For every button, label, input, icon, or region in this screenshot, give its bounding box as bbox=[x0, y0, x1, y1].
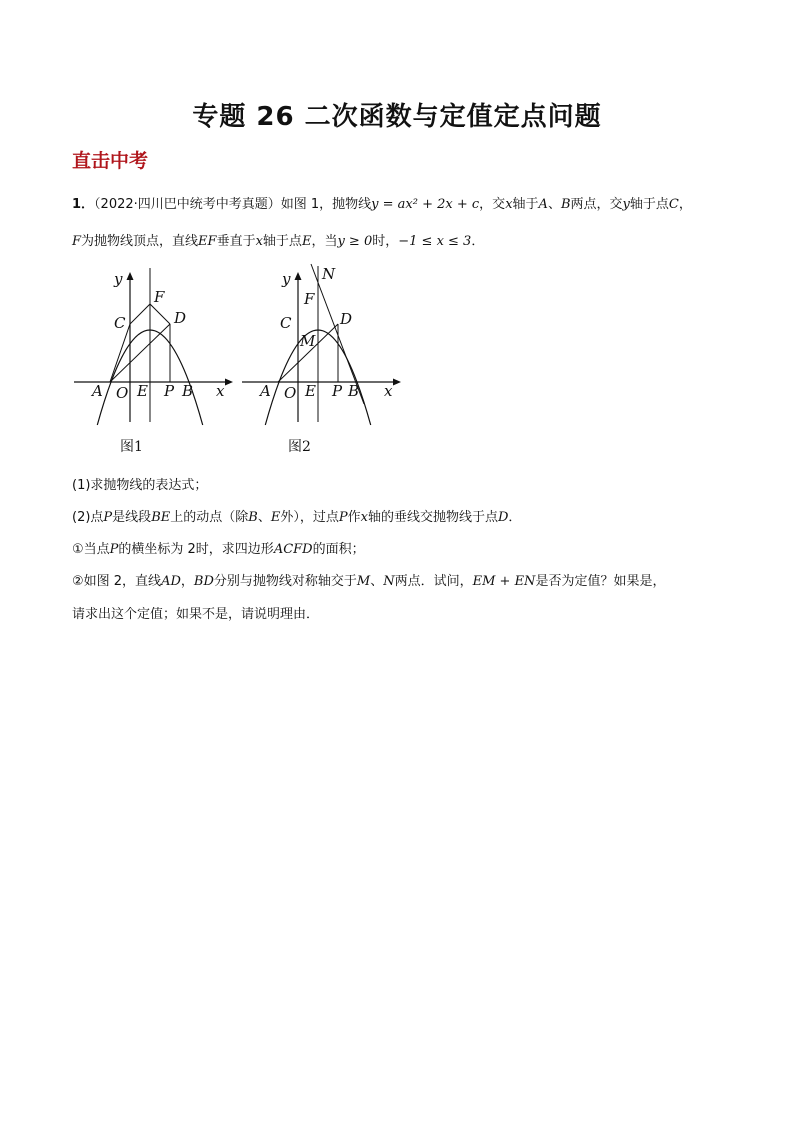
label-A: A bbox=[260, 382, 271, 400]
label-O: O bbox=[284, 384, 297, 402]
question-1: (1)求抛物线的表达式； bbox=[72, 478, 208, 493]
text: (2)点 bbox=[72, 510, 104, 525]
label-B: B bbox=[182, 382, 194, 400]
var-E: E bbox=[301, 234, 312, 249]
text: 、 bbox=[370, 574, 384, 589]
text: 分别与抛物线对称轴交于 bbox=[213, 574, 357, 589]
expression-em-en: EM + EN bbox=[472, 574, 536, 589]
text: 的面积； bbox=[312, 542, 365, 557]
y-axis-arrow bbox=[295, 272, 302, 280]
text: 是否为定值？如果是， bbox=[535, 574, 666, 589]
var-AD: AD bbox=[161, 574, 181, 589]
text: 轴于 bbox=[512, 197, 539, 212]
problem-source: （2022·四川巴中统考中考真题） bbox=[94, 197, 281, 212]
var-EF: EF bbox=[198, 234, 217, 249]
question-2 bbox=[72, 506, 521, 525]
text: ． bbox=[471, 234, 485, 249]
problem-line-1 bbox=[72, 193, 692, 212]
text: ， bbox=[678, 197, 692, 212]
var-A: A bbox=[538, 197, 548, 212]
label-x: x bbox=[384, 382, 393, 400]
label-P: P bbox=[164, 382, 175, 400]
section-heading: 直击中考 bbox=[72, 150, 149, 172]
x-axis-arrow bbox=[225, 379, 233, 386]
label-C: C bbox=[114, 314, 126, 332]
figure-1 bbox=[70, 262, 240, 430]
text: 如图 1，抛物线 bbox=[280, 197, 372, 212]
text: 轴于点 bbox=[629, 197, 669, 212]
text: ①当点 bbox=[72, 542, 110, 557]
text: 垂直于 bbox=[216, 234, 256, 249]
text: ，当 bbox=[311, 234, 338, 249]
label-y: y bbox=[282, 270, 291, 288]
var-BE: BE bbox=[151, 510, 171, 525]
var-F: F bbox=[72, 234, 82, 249]
var-D: D bbox=[497, 510, 509, 525]
label-P: P bbox=[332, 382, 343, 400]
var-E: E bbox=[270, 510, 281, 525]
var-C: C bbox=[668, 197, 679, 212]
text: 上的动点（除 bbox=[170, 510, 249, 525]
label-E: E bbox=[305, 382, 316, 400]
text: 作 bbox=[347, 510, 361, 525]
condition-x: −1 ≤ x ≤ 3 bbox=[398, 234, 472, 249]
label-F: F bbox=[154, 288, 165, 306]
var-x: x bbox=[255, 234, 263, 249]
segment-ad bbox=[110, 324, 170, 382]
text: 为抛物线顶点，直线 bbox=[81, 234, 199, 249]
text: 两点．试问， bbox=[394, 574, 473, 589]
var-P: P bbox=[109, 542, 119, 557]
label-O: O bbox=[116, 384, 129, 402]
text: ，交 bbox=[479, 197, 506, 212]
text: 的横坐标为 2时，求四边形 bbox=[118, 542, 274, 557]
var-ACFD: ACFD bbox=[273, 542, 313, 557]
text: 轴于点 bbox=[262, 234, 302, 249]
condition-y: y ≥ 0 bbox=[337, 234, 373, 249]
figure-2-caption: 图2 bbox=[288, 439, 311, 455]
text: 是线段 bbox=[112, 510, 152, 525]
text: ， bbox=[180, 574, 194, 589]
label-M: M bbox=[300, 332, 316, 350]
var-P: P bbox=[338, 510, 348, 525]
var-M: M bbox=[356, 574, 371, 589]
problem-line-2 bbox=[72, 230, 484, 249]
label-D: D bbox=[174, 309, 187, 327]
text: 、 bbox=[547, 197, 561, 212]
var-N: N bbox=[383, 574, 395, 589]
sub-question-1 bbox=[72, 538, 365, 557]
x-axis-arrow bbox=[393, 379, 401, 386]
label-x: x bbox=[216, 382, 225, 400]
sub-question-2-cont: 请求出这个定值；如果不是，请说明理由． bbox=[72, 607, 320, 622]
var-x: x bbox=[360, 510, 368, 525]
text: 时， bbox=[372, 234, 399, 249]
label-E: E bbox=[137, 382, 148, 400]
figure-1-caption: 图1 bbox=[120, 439, 143, 455]
text: ． bbox=[508, 510, 522, 525]
label-B: B bbox=[348, 382, 360, 400]
page-title: 专题 26 二次函数与定值定点问题 bbox=[192, 102, 602, 132]
text: 外），过点 bbox=[280, 510, 339, 525]
label-y: y bbox=[114, 270, 123, 288]
sub-question-2 bbox=[72, 570, 665, 589]
text: ②如图 2，直线 bbox=[72, 574, 162, 589]
text: 轴的垂线交抛物线于点 bbox=[367, 510, 498, 525]
var-BD: BD bbox=[193, 574, 214, 589]
figure-2 bbox=[238, 262, 408, 430]
var-P: P bbox=[103, 510, 113, 525]
var-B: B bbox=[560, 197, 571, 212]
label-F: F bbox=[304, 290, 315, 308]
label-C: C bbox=[280, 314, 292, 332]
label-D: D bbox=[340, 310, 353, 328]
parabola-equation: y = ax² + 2x + c bbox=[371, 197, 480, 212]
var-x: x bbox=[505, 197, 513, 212]
y-axis-arrow bbox=[127, 272, 134, 280]
var-y: y bbox=[622, 197, 630, 212]
problem-number: 1． bbox=[72, 197, 95, 212]
var-B: B bbox=[248, 510, 258, 525]
text: 、 bbox=[257, 510, 271, 525]
label-A: A bbox=[92, 382, 103, 400]
label-N: N bbox=[322, 265, 336, 283]
text: 两点，交 bbox=[570, 197, 623, 212]
